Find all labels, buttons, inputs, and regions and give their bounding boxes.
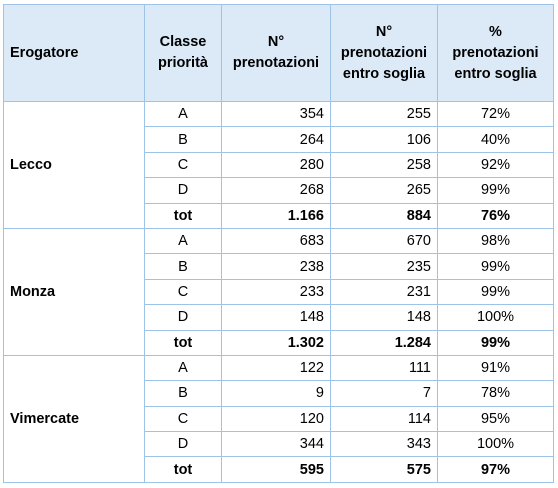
erogatore-cell: Monza <box>4 228 145 355</box>
prenotazioni-cell: 233 <box>222 279 331 304</box>
table-row <box>4 102 554 127</box>
entro-soglia-cell: 255 <box>331 102 438 127</box>
prenotazioni-cell: 344 <box>222 432 331 457</box>
table-body <box>4 102 554 483</box>
prenotazioni-cell: 268 <box>222 178 331 203</box>
classe-cell: B <box>145 254 222 279</box>
percentuale-cell: 99% <box>438 330 554 355</box>
header-soglia-line3: entro soglia <box>342 65 426 82</box>
table-header <box>4 5 554 102</box>
header-pct-line2: prenotazioni <box>452 44 539 61</box>
classe-cell: A <box>145 228 222 253</box>
header-classe-line2: priorità <box>158 55 208 71</box>
entro-soglia-cell: 884 <box>331 203 438 228</box>
percentuale-cell: 97% <box>438 457 554 482</box>
classe-cell: A <box>145 355 222 380</box>
entro-soglia-cell: 670 <box>331 228 438 253</box>
header-classe-line1: Classe <box>159 34 207 50</box>
erogatore-cell: Vimercate <box>4 355 145 482</box>
prenotazioni-cell: 120 <box>222 406 331 431</box>
header-row <box>4 5 554 102</box>
prenotazioni-cell: 1.302 <box>222 330 331 355</box>
header-soglia-line1: N° <box>375 23 393 40</box>
percentuale-cell: 95% <box>438 406 554 431</box>
classe-cell: D <box>145 178 222 203</box>
entro-soglia-cell: 106 <box>331 127 438 152</box>
entro-soglia-cell: 1.284 <box>331 330 438 355</box>
percentuale-cell: 99% <box>438 279 554 304</box>
percentuale-cell: 99% <box>438 178 554 203</box>
entro-soglia-cell: 148 <box>331 305 438 330</box>
prenotazioni-cell: 122 <box>222 355 331 380</box>
classe-cell: D <box>145 305 222 330</box>
erogatore-cell: Lecco <box>4 102 145 229</box>
entro-soglia-cell: 114 <box>331 406 438 431</box>
classe-cell: tot <box>145 330 222 355</box>
entro-soglia-cell: 575 <box>331 457 438 482</box>
prenotazioni-cell: 9 <box>222 381 331 406</box>
prenotazioni-cell: 1.166 <box>222 203 331 228</box>
percentuale-cell: 100% <box>438 305 554 330</box>
percentuale-cell: 72% <box>438 102 554 127</box>
classe-cell: D <box>145 432 222 457</box>
classe-cell: C <box>145 406 222 431</box>
header-erogatore <box>4 5 145 102</box>
entro-soglia-cell: 265 <box>331 178 438 203</box>
entro-soglia-cell: 258 <box>331 152 438 177</box>
entro-soglia-cell: 235 <box>331 254 438 279</box>
classe-cell: C <box>145 279 222 304</box>
header-pren-line1: N° <box>267 34 285 50</box>
classe-cell: C <box>145 152 222 177</box>
prenotazioni-cell: 354 <box>222 102 331 127</box>
header-pct-line3: entro soglia <box>454 65 537 82</box>
percentuale-cell: 76% <box>438 203 554 228</box>
prenotazioni-cell: 238 <box>222 254 331 279</box>
percentuale-cell: 100% <box>438 432 554 457</box>
table-row <box>4 355 554 380</box>
prenotazioni-table <box>3 4 554 483</box>
header-pct-entro-soglia <box>438 5 554 102</box>
entro-soglia-cell: 111 <box>331 355 438 380</box>
prenotazioni-cell: 280 <box>222 152 331 177</box>
header-pct-line1: % <box>489 23 502 40</box>
prenotazioni-cell: 264 <box>222 127 331 152</box>
prenotazioni-cell: 595 <box>222 457 331 482</box>
percentuale-cell: 99% <box>438 254 554 279</box>
classe-cell: tot <box>145 457 222 482</box>
percentuale-cell: 98% <box>438 228 554 253</box>
header-n-prenotazioni <box>222 5 331 102</box>
prenotazioni-cell: 148 <box>222 305 331 330</box>
percentuale-cell: 91% <box>438 355 554 380</box>
header-pren-line2: prenotazioni <box>232 55 320 71</box>
percentuale-cell: 78% <box>438 381 554 406</box>
classe-cell: B <box>145 127 222 152</box>
entro-soglia-cell: 343 <box>331 432 438 457</box>
header-classe-priorita <box>145 5 222 102</box>
table-row <box>4 228 554 253</box>
prenotazioni-cell: 683 <box>222 228 331 253</box>
classe-cell: tot <box>145 203 222 228</box>
entro-soglia-cell: 7 <box>331 381 438 406</box>
percentuale-cell: 40% <box>438 127 554 152</box>
header-n-entro-soglia <box>331 5 438 102</box>
entro-soglia-cell: 231 <box>331 279 438 304</box>
classe-cell: A <box>145 102 222 127</box>
header-soglia-line2: prenotazioni <box>340 44 428 61</box>
header-erogatore-label: Erogatore <box>10 44 79 61</box>
classe-cell: B <box>145 381 222 406</box>
percentuale-cell: 92% <box>438 152 554 177</box>
